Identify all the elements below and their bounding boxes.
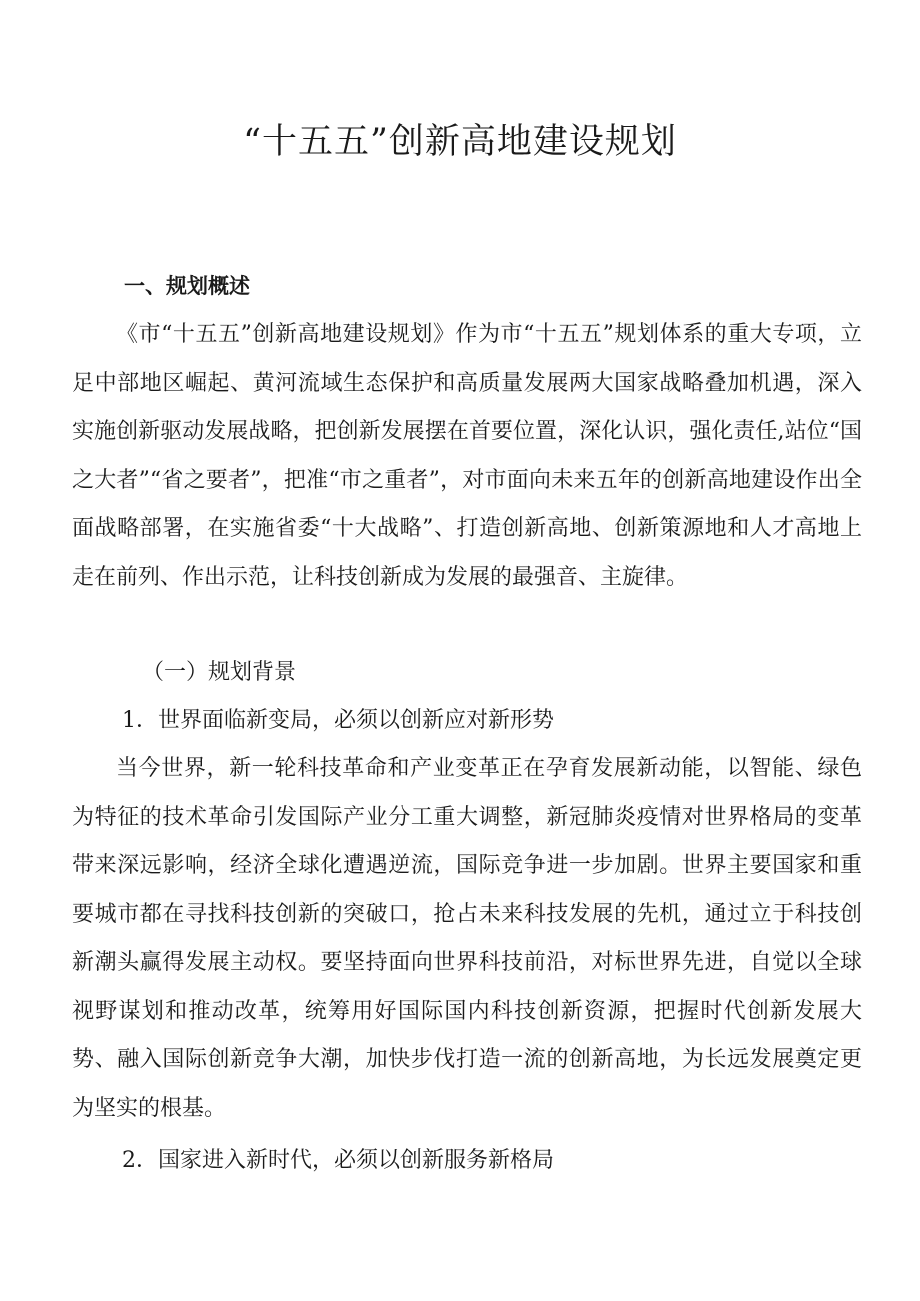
- paragraph-overview: 《市“十五五”创新高地建设规划》作为市“十五五”规划体系的重大专项，立足中部地区崛起、黄河流域生态保护和高质量发展两大国家战略叠加机遇，深入实施创新驱动发展战略，把创新发展摆在首要位置，深化认识，强化责任,站位“国之大者”“省之要者”，把准“市之重者”，对市面向未来五年的创新高地建设作出全面战略部署，在实施省委“十大战略”、打造创新高地、创新策源地和人才高地上走在前列、作出示范，让科技创新成为发展的最强音、主旋律。: [72, 322, 862, 590]
- document-title: “十五五”创新高地建设规划: [243, 122, 677, 162]
- item-heading-1: 1．世界面临新变局，必须以创新应对新形势: [122, 708, 554, 733]
- subsection-heading-background: （一）规划背景: [142, 660, 297, 685]
- section-heading: 一、规划概述: [124, 274, 250, 298]
- item-heading-2: 2．国家进入新时代，必须以创新服务新格局: [122, 1148, 554, 1173]
- paragraph-world-situation: 当今世界，新一轮科技革命和产业变革正在孕育发展新动能，以智能、绿色为特征的技术革命引发国际产业分工重大调整，新冠肺炎疫情对世界格局的变革带来深远影响，经济全球化遭遇逆流，国际竞争进一步加剧。世界主要国家和重要城市都在寻找科技创新的突破口，抢占未来科技发展的先机，通过立于科技创新潮头赢得发展主动权。要坚持面向世界科技前沿，对标世界先进，自觉以全球视野谋划和推动改革，统筹用好国际国内科技创新资源，把握时代创新发展大势、融入国际创新竞争大潮，加快步伐打造一流的创新高地，为长远发展奠定更为坚实的根基。: [72, 756, 862, 1121]
